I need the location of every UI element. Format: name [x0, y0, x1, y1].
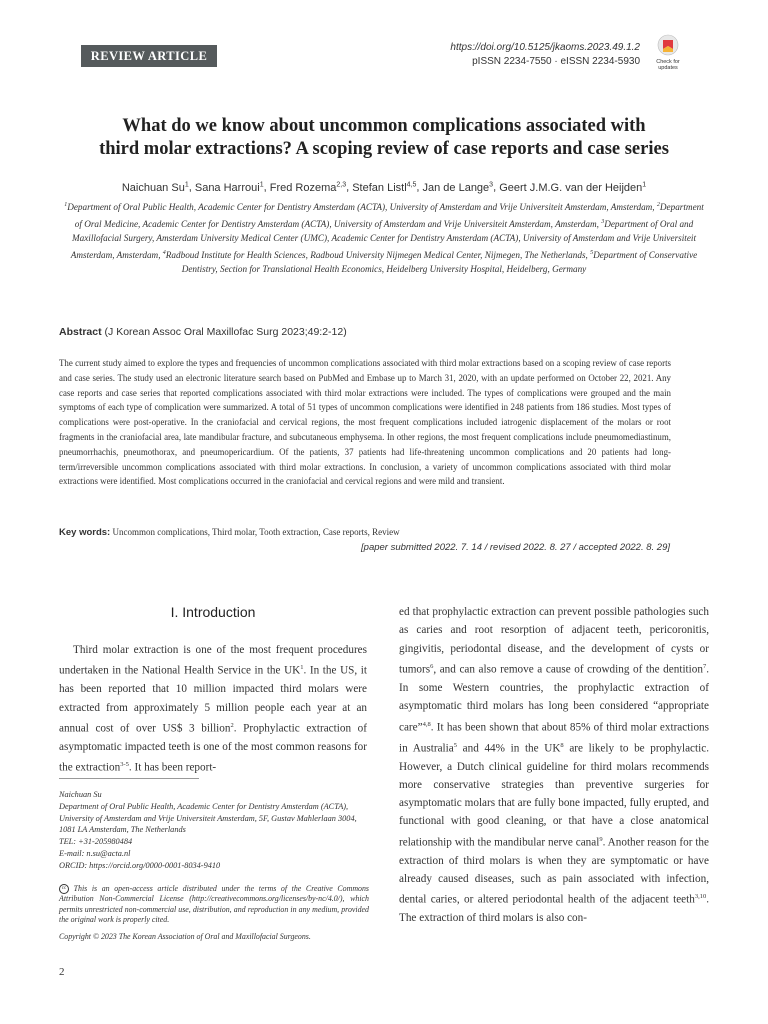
license-text: This is an open-access article distributed under the terms of the Creative Commons Attribution Non-Commercial License (http://creativecommons.org/licenses/by-nc/4.0/), which permits unrestricted non-commercial use, distribution, and reproduction in any medium, provided the original work is properly cited.	[59, 884, 369, 925]
body-text: . Prophylactic extraction of asymptomatic impacted teeth is one of the most common reasons for the extraction	[59, 722, 367, 774]
author-name: Jan de Lange	[422, 181, 490, 194]
body-text: . It has been shown that about 85% of third molar extractions in Australia	[399, 721, 709, 755]
creative-commons-icon: cc	[59, 884, 69, 894]
crossmark-label-2: updates	[658, 65, 678, 71]
author	[122, 182, 189, 194]
author-list: Naichuan Su$^1$, Sana Harroui$^1$, Fred Rozema$^{2,3}$, Stefan Listl$^{4,5}$, Jan de Lange$^3$, Geert J.M.G. van der Heijden$^1$	[121, 181, 647, 194]
author-name: Fred Rozema	[269, 181, 337, 194]
author	[352, 182, 416, 194]
keywords-label: Key words:	[59, 527, 111, 538]
affiliation-number: 4	[162, 249, 166, 256]
affiliation-text: Department of Oral Medicine, Academic Center for Dentistry Amsterdam (ACTA), University of Amsterdam and Vrije Universiteit Amsterdam, Amsterdam,	[74, 202, 704, 229]
abstract-label: Abstract	[59, 326, 102, 338]
check-for-updates-badge[interactable]	[650, 34, 686, 72]
correspondence-block	[59, 789, 369, 872]
article-title	[40, 115, 728, 161]
submission-dates: [paper submitted 2022. 7. 14 / revised 2022. 8. 27 / accepted 2022. 8. 29]	[361, 542, 670, 553]
corresponding-author-orcid[interactable]: ORCID: https://orcid.org/0000-0001-8034-9410	[59, 860, 221, 870]
doi-link[interactable]: https://doi.org/10.5125/jkaoms.2023.49.1.2	[450, 42, 640, 53]
issn-line: pISSN 2234-7550 · eISSN 2234-5930	[472, 55, 640, 67]
author-affiliation-ref: 1	[642, 181, 647, 188]
body-text: . It has been report-	[128, 761, 217, 774]
page-number: 2	[59, 966, 65, 978]
body-text: and 44% in the UK	[457, 742, 561, 755]
abstract-body: The current study aimed to explore the types and frequencies of uncommon complications associated with third molar extractions based on a scoping review of case reports and case series. The study used an electronic literature search based on PubMed and Embase up to March 31, 2020, with an update performed on October 22, 2021. Any case reports and case series that reported complications associated with third molar extractions were included. The types of complications were grouped and the main symptoms of each type of complication were summarized. A total of 51 types of uncommon complications were identified in 248 patients from 186 studies. Most types of complications were post-operative. In the craniofacial and cervical regions, the most frequent complications included iatrogenic displacement of the molars or root fragments in the craniofacial area, late mandibular fracture, and subcutaneous emphysema. In other regions, the most frequent complications include pneumomediastinum, pneumorrhachis, pneumothorax, and pneumopericardium. Of the patients, 37 patients had life-threatening uncommon complications and 20 patients had long-term/irreversible uncommon complications associated with third molar extractions. In conclusion, a variety of uncommon complications associated with third molar extractions were identified. Most complications occurred in the craniofacial and cervical regions and were mild and transient.	[59, 358, 671, 487]
crossmark-label-1: Check for	[656, 59, 680, 65]
corresponding-author-email[interactable]: E-mail: n.su@acta.nl	[59, 848, 131, 858]
author-affiliation-ref: 2,3	[336, 181, 347, 188]
author	[195, 182, 264, 194]
affiliation-text: Department of Oral and Maxillofacial Surgery, Amsterdam University Medical Center (UMC), Academic Center for Dentistry Amsterdam (ACTA), University of Amsterdam and Vrije Universiteit Amsterdam, Amsterdam,	[70, 218, 697, 260]
citation-ref: 8	[560, 741, 564, 749]
citation-ref: 2	[230, 721, 234, 729]
license-notice	[59, 884, 369, 926]
affiliations	[62, 198, 706, 277]
journal-meta	[450, 41, 640, 68]
copyright-notice: Copyright © 2023 The Korean Association of Oral and Maxillofacial Surgeons.	[59, 932, 311, 941]
citation-ref: 1	[300, 664, 304, 672]
affiliation-text: Department of Oral Public Health, Academic Center for Dentistry Amsterdam (ACTA), University of Amsterdam and Vrije Universiteit Amsterdam, Amsterdam,	[67, 202, 657, 213]
author-name: Naichuan Su	[121, 181, 185, 194]
affiliation-number: 3	[601, 218, 605, 225]
intro-column-left	[59, 641, 367, 777]
abstract-citation: (J Korean Assoc Oral Maxillofac Surg 2023;49:2-12)	[104, 326, 347, 338]
author-affiliation-ref: 1	[184, 181, 189, 188]
keywords-text: Uncommon complications, Third molar, Tooth extraction, Case reports, Review	[112, 527, 400, 537]
author	[499, 182, 646, 194]
citation-ref: 3,10	[694, 893, 707, 901]
footnote-divider	[59, 778, 199, 779]
crossmark-icon	[657, 34, 679, 58]
affiliation-text: Radboud Institute for Health Sciences, Radboud University Nijmegen Medical Center, Nijmegen, The Netherlands,	[165, 249, 591, 260]
abstract-heading	[59, 326, 347, 338]
body-text: , and can also remove a cause of crowding of the dentition	[433, 663, 703, 676]
author	[270, 182, 346, 194]
citation-ref: 9	[599, 835, 603, 843]
author-name: Stefan Listl	[352, 181, 407, 194]
affiliation-text: Department of Conservative Dentistry, Section for Translational Health Economics, Heidelberg University Hospital, Heidelberg, Germany	[181, 249, 698, 275]
author-affiliation-ref: 1	[259, 181, 264, 188]
body-text: . The extraction of third molars is also con-	[399, 894, 709, 925]
affiliation-number: 2	[656, 202, 660, 208]
body-text: . In the US, it has been reported that 10 million impacted third molars were extracted from approximately 5 million people each year at an annual cost of over US$ 3 billion	[59, 665, 367, 735]
author-affiliation-ref: 3	[489, 181, 494, 188]
body-text: . In some Western countries, the prophylactic extraction of asymptomatic third molars has long been considered “appropriate care”	[399, 663, 709, 734]
author-name: Geert J.M.G. van der Heijden	[499, 181, 643, 194]
article-type-badge: REVIEW ARTICLE	[81, 45, 217, 67]
citation-ref: 4,8	[422, 720, 431, 728]
body-text: . Another reason for the extraction of third molars is when they are symptomatic or have already caused diseases, such as pain associated with infection, dental caries, or altered periodontal health of the adjacent teeth	[399, 836, 709, 907]
corresponding-author-tel: TEL: +31-205980484	[59, 837, 133, 847]
affiliation-number: 1	[64, 202, 68, 208]
title-line-2: third molar extractions? A scoping review of case reports and case series	[99, 139, 669, 159]
intro-column-right	[399, 603, 709, 928]
affiliation-number: 5	[590, 249, 594, 256]
citation-ref: 3-5	[120, 761, 129, 769]
citation-ref: 5	[453, 741, 457, 749]
author-name: Sana Harroui	[194, 181, 260, 194]
section-heading-introduction: I. Introduction	[170, 604, 256, 620]
corresponding-author-dept: Department of Oral Public Health, Academic Center for Dentistry Amsterdam (ACTA), University of Amsterdam and Vrije Universiteit Amsterdam, 5F, Gustav Mahlerlaan 3004, 1081 LA Amsterdam, The Netherlands	[59, 801, 357, 835]
citation-ref: 6	[430, 662, 434, 670]
author-affiliation-ref: 4,5	[406, 181, 417, 188]
keywords	[59, 527, 400, 538]
body-text: ed that prophylactic extraction can prevent possible pathologies such as caries and root resorption of adjacent teeth, pericoronitis, gingivitis, periodontal disease, and the development of cysts or tumors	[399, 606, 709, 676]
body-text: Third molar extraction is one of the most frequent procedures undertaken in the National Health Service in the UK	[59, 644, 367, 678]
author	[423, 182, 494, 194]
title-line-1: What do we know about uncommon complications associated with	[122, 116, 646, 136]
citation-ref: 7	[702, 662, 707, 670]
body-text: are likely to be prophylactic. However, a Dutch clinical guideline for third molars recommends more conservative strategies than preventive surgeries for asymptomatic molars that are fully bone impacted, fully erupted, and functional with good cleaning, or that have a close anatomical relationship with the mandibular nerve canal	[399, 742, 710, 849]
corresponding-author-name: Naichuan Su	[59, 790, 102, 799]
